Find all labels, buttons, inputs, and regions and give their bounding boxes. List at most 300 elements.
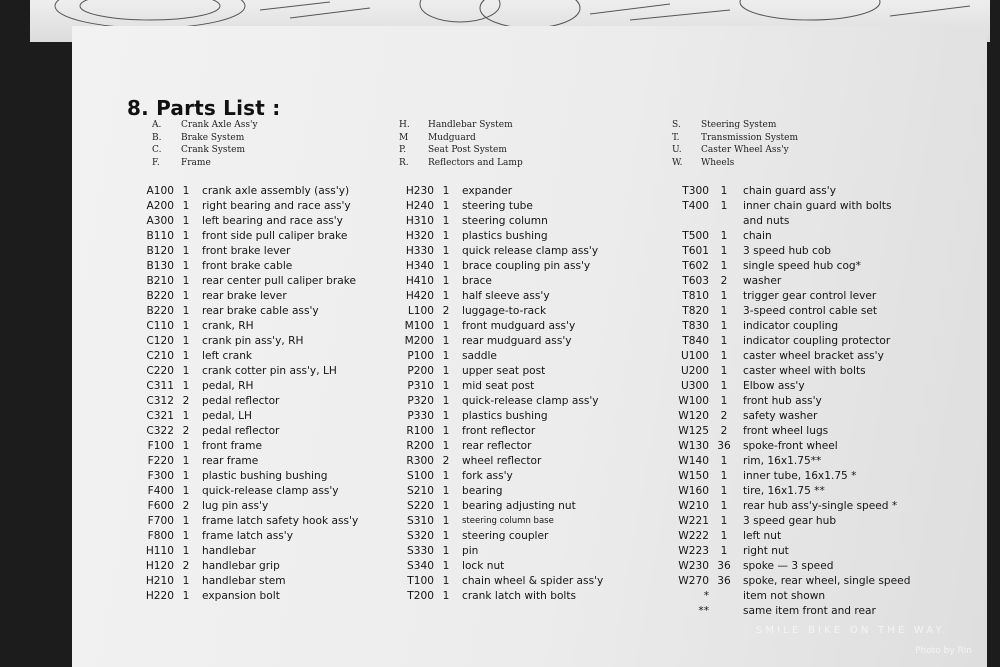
part-row — [127, 229, 358, 244]
part-code: T810 — [682, 290, 709, 302]
part-quantity: 1 — [182, 260, 190, 272]
part-description: saddle — [462, 350, 497, 362]
part-quantity: 1 — [442, 320, 450, 332]
legend-key: S. — [672, 120, 681, 130]
part-quantity: 1 — [182, 530, 190, 542]
part-row — [387, 229, 603, 244]
part-code: W230 — [678, 560, 709, 572]
legend-item — [672, 132, 798, 145]
part-code: W120 — [678, 410, 709, 422]
part-row — [662, 514, 910, 529]
part-description: chain — [743, 230, 772, 242]
parts-list-page — [72, 26, 987, 667]
part-code: P200 — [407, 365, 434, 377]
part-description: front hub ass'y — [743, 395, 822, 407]
parts-list-title: 8. Parts List : — [127, 96, 281, 120]
legend-item — [152, 119, 258, 132]
part-quantity: 1 — [720, 185, 728, 197]
part-row — [127, 514, 358, 529]
part-row — [662, 439, 910, 454]
part-row — [127, 589, 358, 604]
part-row — [662, 349, 910, 364]
legend-key: M — [399, 132, 409, 143]
part-description: spoke-front wheel — [743, 440, 838, 452]
part-quantity: 1 — [720, 200, 728, 212]
part-quantity: 1 — [720, 485, 728, 497]
part-quantity — [709, 604, 739, 619]
part-row — [662, 319, 910, 334]
part-description: rear brake lever — [202, 290, 287, 302]
part-quantity: 1 — [182, 575, 190, 587]
part-row — [662, 304, 910, 319]
part-quantity: 1 — [720, 245, 728, 257]
part-code: C311 — [146, 380, 174, 392]
part-row — [662, 184, 910, 199]
part-description: front side pull caliper brake — [202, 230, 348, 242]
part-row — [662, 379, 910, 394]
part-code: H220 — [145, 590, 174, 602]
part-description: trigger gear control lever — [743, 290, 877, 302]
part-description: rear center pull caliper brake — [202, 275, 357, 287]
part-description: half sleeve ass'y — [462, 290, 550, 302]
part-row — [662, 529, 910, 544]
part-row — [662, 559, 910, 574]
part-description: caster wheel bracket ass'y — [743, 350, 884, 362]
part-row — [662, 469, 910, 484]
part-code: W221 — [678, 515, 709, 527]
part-description: chain wheel & spider ass'y — [462, 575, 604, 587]
part-code: A300 — [146, 215, 174, 227]
part-row — [127, 529, 358, 544]
part-description: bearing adjusting nut — [462, 500, 576, 512]
part-quantity: 1 — [442, 185, 450, 197]
part-code: T200 — [407, 590, 434, 602]
legend-label: Transmission System — [701, 132, 799, 143]
part-quantity: 1 — [442, 425, 450, 437]
part-description: quick-release clamp ass'y — [202, 485, 339, 497]
legend-item — [672, 119, 798, 132]
part-code: C322 — [146, 425, 174, 437]
part-quantity: 1 — [182, 185, 190, 197]
part-description: 3-speed control cable set — [743, 305, 878, 317]
legend-label: Handlebar System — [428, 120, 513, 130]
legend-item — [152, 144, 258, 157]
part-quantity: 1 — [720, 335, 728, 347]
part-description: quick release clamp ass'y — [462, 245, 599, 257]
part-quantity: 1 — [182, 350, 190, 362]
part-quantity: 2 — [182, 560, 190, 572]
part-description: safety washer — [743, 410, 818, 422]
part-description: brace — [462, 275, 492, 287]
part-code: T830 — [682, 320, 709, 332]
legend-key: R. — [399, 157, 409, 168]
part-row — [387, 484, 603, 499]
part-code: F800 — [147, 530, 174, 542]
part-description: brace coupling pin ass'y — [462, 260, 591, 272]
part-quantity: 2 — [720, 410, 728, 422]
part-quantity: 1 — [720, 290, 728, 302]
part-code: W222 — [678, 530, 709, 542]
part-quantity: 1 — [182, 380, 190, 392]
legend-key: P. — [399, 145, 407, 155]
legend-item — [672, 144, 798, 157]
part-quantity: 1 — [442, 515, 450, 527]
parts-column — [387, 184, 603, 604]
part-quantity: 1 — [182, 470, 190, 482]
part-quantity: 1 — [720, 230, 728, 242]
part-description: caster wheel with bolts — [743, 365, 866, 377]
part-description: wheel reflector — [462, 455, 542, 467]
part-description: rear mudguard ass'y — [462, 335, 572, 347]
part-description: lock nut — [462, 560, 505, 572]
part-code: M200 — [404, 335, 434, 347]
part-description: handlebar — [202, 545, 256, 557]
part-description: expansion bolt — [202, 590, 280, 602]
legend-item — [399, 119, 523, 132]
part-code: C220 — [146, 365, 174, 377]
watermark-text: SMILE BIKE ON THE WAY — [755, 625, 945, 636]
part-description: crank pin ass'y, RH — [202, 335, 304, 347]
legend-key: C. — [152, 145, 162, 155]
part-quantity: 1 — [442, 290, 450, 302]
part-row — [387, 514, 603, 529]
part-code: H210 — [145, 575, 174, 587]
part-row — [387, 409, 603, 424]
legend-key: W. — [672, 157, 683, 168]
part-code: F700 — [147, 515, 174, 527]
part-row — [662, 199, 910, 214]
part-row — [387, 349, 603, 364]
part-quantity: 1 — [442, 275, 450, 287]
part-quantity: 1 — [182, 410, 190, 422]
part-row — [127, 259, 358, 274]
legend-column — [152, 119, 258, 169]
part-row — [127, 364, 358, 379]
part-quantity: 1 — [182, 590, 190, 602]
part-quantity: 1 — [720, 305, 728, 317]
part-code: B210 — [146, 275, 174, 287]
part-quantity: 1 — [720, 515, 728, 527]
part-quantity: 1 — [182, 290, 190, 302]
part-code: P330 — [407, 410, 434, 422]
part-quantity: 1 — [442, 485, 450, 497]
legend-label: Steering System — [701, 120, 777, 130]
part-row — [387, 499, 603, 514]
part-quantity: 1 — [182, 335, 190, 347]
part-quantity: 1 — [442, 380, 450, 392]
part-code: H240 — [405, 200, 434, 212]
part-description: rear hub ass'y-single speed * — [743, 500, 898, 512]
part-quantity — [709, 214, 739, 229]
part-description: crank, RH — [202, 320, 254, 332]
part-row — [662, 409, 910, 424]
part-description: and nuts — [743, 215, 790, 227]
part-description: right nut — [743, 545, 789, 557]
part-row — [387, 184, 603, 199]
part-row — [127, 574, 358, 589]
part-description: crank cotter pin ass'y, LH — [202, 365, 337, 377]
part-row — [387, 544, 603, 559]
legend-key: B. — [152, 132, 162, 143]
part-quantity: 1 — [720, 380, 728, 392]
part-code: U300 — [681, 380, 709, 392]
part-code — [662, 214, 709, 229]
part-code: F220 — [147, 455, 174, 467]
part-code: T100 — [407, 575, 434, 587]
part-row — [387, 469, 603, 484]
part-row — [387, 529, 603, 544]
part-quantity: 1 — [442, 230, 450, 242]
part-row — [387, 394, 603, 409]
part-quantity: 1 — [182, 455, 190, 467]
legend-item — [399, 144, 523, 157]
part-description: left crank — [202, 350, 253, 362]
legend-key: T. — [672, 132, 680, 143]
legend-label: Brake System — [181, 132, 245, 143]
part-quantity: 1 — [182, 320, 190, 332]
part-code: W100 — [678, 395, 709, 407]
legend-item — [152, 132, 258, 145]
part-quantity: 1 — [442, 365, 450, 377]
part-description: inner chain guard with bolts — [743, 200, 892, 212]
part-row — [662, 544, 910, 559]
part-code: T601 — [682, 245, 709, 257]
legend-column — [672, 119, 798, 169]
part-code: T602 — [682, 260, 709, 272]
part-description: front frame — [202, 440, 262, 452]
part-code: U200 — [681, 365, 709, 377]
part-row — [127, 484, 358, 499]
part-description: right bearing and race ass'y — [202, 200, 351, 212]
part-row — [127, 499, 358, 514]
part-row — [127, 544, 358, 559]
part-row — [127, 244, 358, 259]
part-code: T820 — [682, 305, 709, 317]
part-row — [127, 409, 358, 424]
part-description: pedal reflector — [202, 425, 280, 437]
part-code: F100 — [147, 440, 174, 452]
part-quantity: 1 — [720, 500, 728, 512]
part-quantity: 1 — [720, 320, 728, 332]
part-row — [127, 559, 358, 574]
part-quantity: 1 — [442, 260, 450, 272]
part-row — [662, 244, 910, 259]
part-description: washer — [743, 275, 782, 287]
part-row — [387, 574, 603, 589]
part-description: plastics bushing — [462, 410, 548, 422]
legend-label: Wheels — [701, 157, 735, 168]
part-code: W160 — [678, 485, 709, 497]
part-description: item not shown — [743, 590, 826, 602]
part-code: T500 — [682, 230, 709, 242]
part-quantity: 2 — [182, 425, 190, 437]
part-description: front brake lever — [202, 245, 291, 257]
part-quantity: 1 — [442, 215, 450, 227]
part-code: C321 — [146, 410, 174, 422]
part-description: steering tube — [462, 200, 533, 212]
part-code: W223 — [678, 545, 709, 557]
parts-column — [127, 184, 358, 604]
part-quantity: 1 — [720, 455, 728, 467]
part-code: W150 — [678, 470, 709, 482]
part-row — [387, 334, 603, 349]
legend-item — [399, 132, 523, 145]
part-code: T400 — [682, 200, 709, 212]
part-description: luggage-to-rack — [462, 305, 547, 317]
part-row — [387, 199, 603, 214]
part-description: lug pin ass'y — [202, 500, 269, 512]
legend-key: A. — [152, 120, 162, 130]
part-description: front mudguard ass'y — [462, 320, 576, 332]
part-quantity: 1 — [720, 395, 728, 407]
part-code: H230 — [405, 185, 434, 197]
part-quantity: 1 — [182, 275, 190, 287]
part-row — [662, 364, 910, 379]
part-row — [127, 214, 358, 229]
part-code: H110 — [145, 545, 174, 557]
part-row — [387, 589, 603, 604]
part-quantity: 1 — [182, 200, 190, 212]
part-code: S320 — [407, 530, 434, 542]
legend-label: Seat Post System — [428, 145, 507, 155]
part-row — [662, 589, 910, 604]
part-code: C210 — [146, 350, 174, 362]
part-code: B220 — [146, 290, 174, 302]
part-quantity: 1 — [442, 350, 450, 362]
part-code: B120 — [146, 245, 174, 257]
part-code: R300 — [406, 455, 434, 467]
part-row — [127, 439, 358, 454]
photo-credit: Photo by Rin — [915, 646, 972, 656]
part-code: H420 — [405, 290, 434, 302]
part-row — [387, 304, 603, 319]
part-row — [387, 319, 603, 334]
part-description: 3 speed hub cob — [743, 245, 832, 257]
part-quantity: 1 — [720, 350, 728, 362]
legend-label: Crank Axle Ass'y — [181, 120, 258, 130]
part-quantity: 1 — [182, 245, 190, 257]
part-code: W125 — [678, 425, 709, 437]
part-row — [662, 574, 910, 589]
part-code: H120 — [145, 560, 174, 572]
part-code: P320 — [407, 395, 434, 407]
part-code: S330 — [407, 545, 434, 557]
part-code: B110 — [146, 230, 174, 242]
part-quantity: 1 — [442, 470, 450, 482]
part-code: W140 — [678, 455, 709, 467]
part-description: 3 speed gear hub — [743, 515, 837, 527]
part-row — [127, 424, 358, 439]
part-description: steering coupler — [462, 530, 549, 542]
part-quantity — [709, 589, 739, 604]
part-quantity: 1 — [720, 470, 728, 482]
part-description: pedal reflector — [202, 395, 280, 407]
part-quantity: 1 — [720, 365, 728, 377]
part-code: * — [703, 590, 709, 602]
legend-label: Crank System — [181, 145, 246, 155]
part-description: pedal, RH — [202, 380, 254, 392]
legend-label: Mudguard — [428, 132, 476, 143]
part-description: steering column — [462, 215, 548, 227]
part-code: R200 — [406, 440, 434, 452]
part-row — [662, 424, 910, 439]
part-row — [387, 439, 603, 454]
part-quantity: 1 — [442, 440, 450, 452]
part-row — [127, 394, 358, 409]
part-code: C120 — [146, 335, 174, 347]
part-row — [387, 454, 603, 469]
part-quantity: 1 — [720, 530, 728, 542]
part-row — [127, 334, 358, 349]
part-row — [127, 289, 358, 304]
part-description: rear reflector — [462, 440, 532, 452]
part-code: B130 — [146, 260, 174, 272]
part-quantity: 1 — [442, 500, 450, 512]
legend-key: H. — [399, 120, 410, 130]
part-quantity: 1 — [182, 230, 190, 242]
part-row — [387, 379, 603, 394]
legend-item — [399, 157, 523, 170]
part-quantity: 1 — [182, 485, 190, 497]
part-code: S310 — [407, 515, 434, 527]
part-quantity: 1 — [442, 575, 450, 587]
part-code: P310 — [407, 380, 434, 392]
part-description: left nut — [743, 530, 782, 542]
part-description: chain guard ass'y — [743, 185, 836, 197]
part-quantity: 2 — [442, 305, 450, 317]
part-description: spoke — 3 speed — [743, 560, 834, 572]
part-row — [662, 394, 910, 409]
part-description: mid seat post — [462, 380, 535, 392]
part-quantity: 1 — [720, 260, 728, 272]
part-code: S100 — [407, 470, 434, 482]
part-description: left bearing and race ass'y — [202, 215, 343, 227]
part-description: crank axle assembly (ass'y) — [202, 185, 350, 197]
part-code: B220 — [146, 305, 174, 317]
part-description: handlebar grip — [202, 560, 280, 572]
part-quantity: 1 — [182, 545, 190, 557]
part-code: H340 — [405, 260, 434, 272]
part-code: A100 — [146, 185, 174, 197]
part-row — [127, 379, 358, 394]
part-code: H320 — [405, 230, 434, 242]
legend-label: Caster Wheel Ass'y — [701, 145, 789, 155]
part-quantity: 1 — [442, 200, 450, 212]
part-quantity: 2 — [182, 500, 190, 512]
part-code: S220 — [407, 500, 434, 512]
part-description: plastics bushing — [462, 230, 548, 242]
part-row — [127, 184, 358, 199]
part-code: A200 — [146, 200, 174, 212]
part-quantity: 1 — [182, 440, 190, 452]
part-quantity: 1 — [182, 515, 190, 527]
part-code: S340 — [407, 560, 434, 572]
part-description: same item front and rear — [743, 605, 876, 617]
part-row — [127, 349, 358, 364]
legend-key: U. — [672, 145, 682, 155]
part-description: spoke, rear wheel, single speed — [743, 575, 911, 587]
part-description: front reflector — [462, 425, 536, 437]
part-code: T840 — [682, 335, 709, 347]
part-row — [387, 364, 603, 379]
part-quantity: 36 — [717, 560, 731, 572]
part-code: T603 — [682, 275, 709, 287]
part-row — [662, 484, 910, 499]
legend-label: Frame — [181, 157, 211, 168]
part-description: expander — [462, 185, 513, 197]
part-description: pedal, LH — [202, 410, 253, 422]
part-description: upper seat post — [462, 365, 546, 377]
